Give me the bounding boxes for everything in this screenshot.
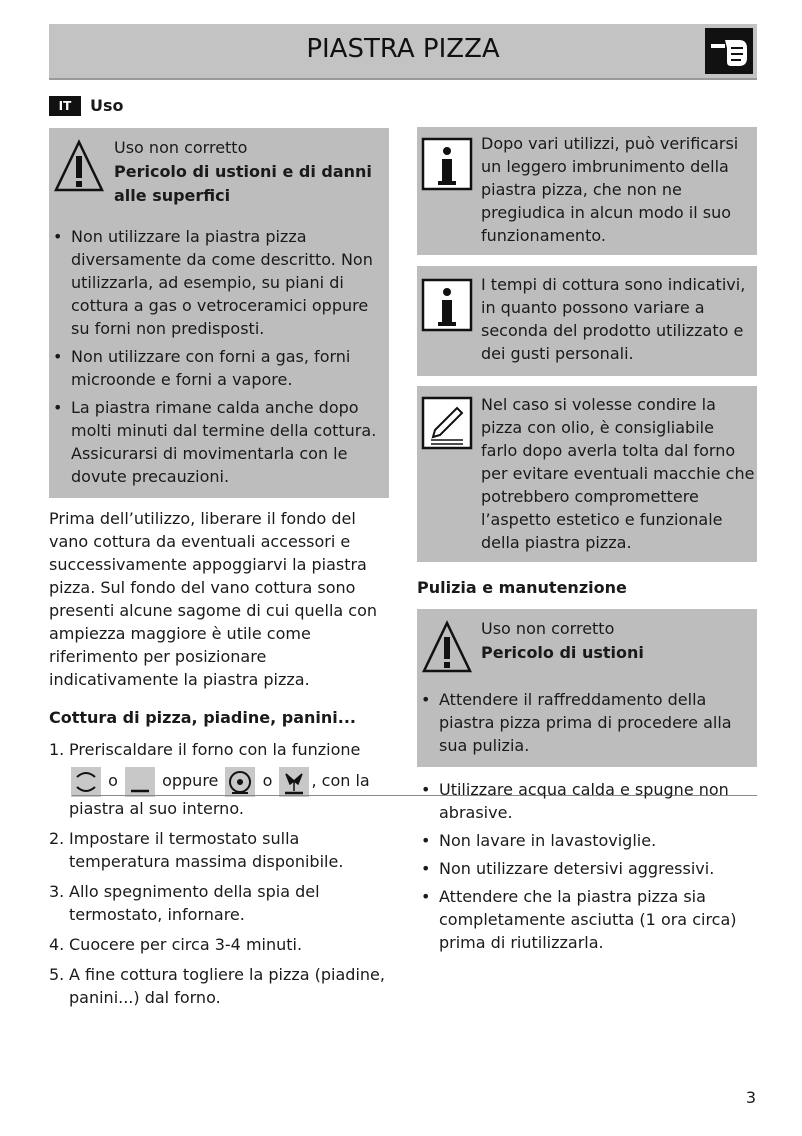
warning-triangle-icon	[53, 138, 105, 200]
list-item: 2. Impostare il termostato sulla temperatura massima disponibile.	[49, 829, 344, 871]
list-item	[49, 738, 394, 820]
info-text: Dopo vari utilizzi, può verificarsi un leggero imbrunimento della piastra pizza, che non ne pregiudica in alcun modo il suo funzionamento.	[481, 134, 739, 245]
section-title-cottura: Cottura di pizza, piadine, panini...	[49, 708, 356, 727]
note-box	[417, 386, 757, 562]
step-text: Impostare il termostato sulla temperatura massima disponibile.	[69, 829, 344, 871]
step1-or-2: o	[262, 771, 273, 790]
list-item: • Non utilizzare con forni a gas, forni microonde e forni a vapore.	[51, 345, 387, 391]
top-bottom-heat-icon	[71, 767, 101, 797]
list-item: • Utilizzare acqua calda e spugne non abrasive.	[419, 778, 757, 824]
info-icon	[421, 278, 473, 338]
step-text-cont: piastra al suo interno.	[69, 799, 244, 818]
warning-bullet-list	[419, 688, 755, 762]
step-number: 1.	[49, 740, 65, 759]
list-item: • Non utilizzare detersivi aggressivi.	[419, 857, 757, 880]
info-icon	[421, 137, 473, 197]
note-text: Nel caso si volesse condire la pizza con olio, è consigliabile farlo dopo averla tolta dal forno per evitare eventuali macchie che potrebbero compromettere l’aspetto estetico e funzionale della piastra pizza.	[481, 395, 755, 552]
page-title: PIASTRA PIZZA	[306, 34, 500, 64]
step-text: A fine cottura togliere la pizza (piadine, panini...) dal forno.	[69, 965, 385, 1007]
pencil-note-icon	[421, 396, 473, 456]
list-item: • Non lavare in lavastoviglie.	[419, 829, 757, 852]
bottom-heat-icon	[125, 767, 155, 797]
info-box	[417, 266, 757, 376]
warning-hazard: Pericolo di ustioni	[481, 643, 644, 662]
list-item: • Non utilizzare la piastra pizza diversamente da come descritto. Non utilizzarla, ad esempio, su piani di cottura a gas o vetroceramici oppure su forni non predisposti.	[51, 225, 387, 340]
warning-label: Uso non corretto	[114, 138, 248, 157]
warning-label: Uso non corretto	[481, 619, 615, 638]
step-text: Preriscaldare il forno con la funzione	[69, 740, 361, 759]
list-item: 5. A fine cottura togliere la pizza (piadine, panini...) dal forno.	[49, 965, 385, 1007]
warning-hazard: Pericolo di ustioni e di danni alle superfici	[114, 162, 372, 205]
step1-tail: , con la	[311, 771, 370, 790]
warning-box	[417, 609, 757, 767]
language-tag: IT	[49, 96, 81, 116]
step-text: Cuocere per circa 3-4 minuti.	[69, 935, 303, 954]
page-number: 3	[745, 1088, 756, 1107]
list-item: • Attendere il raffreddamento della piastra pizza prima di procedere alla sua pulizia.	[419, 688, 755, 757]
cleaning-bullet-list	[419, 778, 757, 959]
header-bar	[49, 24, 757, 80]
step-list	[49, 738, 394, 1016]
info-box	[417, 127, 757, 255]
list-item: • La piastra rimane calda anche dopo molti minuti dal termine della cottura. Assicurarsi di movimentarla con le dovute precauzioni.	[51, 396, 387, 488]
section-title-pulizia: Pulizia e manutenzione	[417, 578, 627, 597]
intro-paragraph: Prima dell’utilizzo, liberare il fondo del vano cottura da eventuali accessori e successivamente appoggiarvi la piastra pizza. Sul fondo del vano cottura sono presenti alcune sagome di cui quella con ampiezza maggiore è utile come riferimento per posizionare indicativamente la piastra pizza.	[49, 509, 378, 689]
fan-bottom-icon	[279, 767, 309, 797]
fan-ring-icon	[225, 767, 255, 797]
warning-bullet-list	[51, 225, 387, 493]
step1-oppure: oppure	[162, 771, 219, 790]
list-item: • Attendere che la piastra pizza sia completamente asciutta (1 ora circa) prima di riutilizzarla.	[419, 885, 757, 954]
list-item: 3. Allo spegnimento della spia del termostato, infornare.	[49, 882, 320, 924]
warning-box	[49, 128, 389, 498]
info-text: I tempi di cottura sono indicativi, in quanto possono variare a seconda del prodotto utilizzato e dei gusti personali.	[481, 275, 746, 363]
warning-triangle-icon	[421, 619, 473, 681]
pointing-hand-icon	[705, 28, 753, 74]
step-text: Allo spegnimento della spia del termostato, infornare.	[69, 882, 320, 924]
list-item: 4. Cuocere per circa 3-4 minuti.	[49, 935, 303, 954]
step1-or: o	[108, 771, 118, 790]
section-title-uso: Uso	[90, 96, 124, 115]
